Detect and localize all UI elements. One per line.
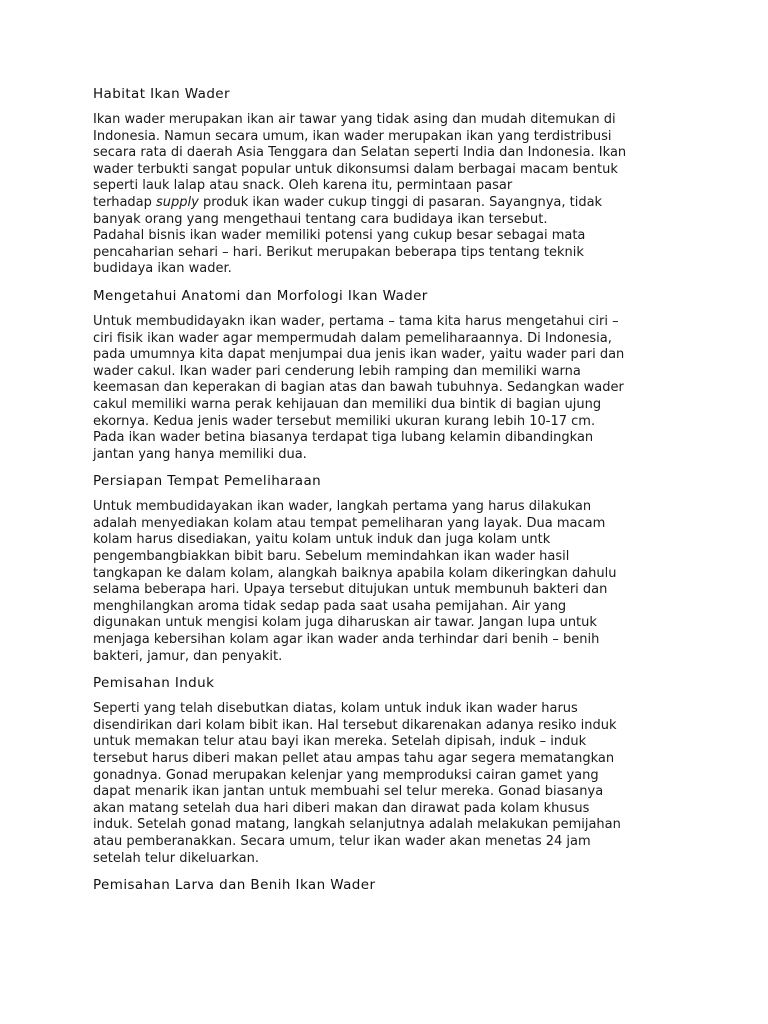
section-heading-anatomi: Mengetahui Anatomi dan Morfologi Ikan Wader [93,287,428,304]
paragraph-habitat-italic-supply: supply [156,194,199,210]
paragraph-habitat [93,112,671,278]
paragraph-anatomi: Untuk membudidayakn ikan wader, pertama – tama kita harus mengetahui ciri – ciri fisik ikan wader agar mempermudah dalam pemeliharaannya. Di Indonesia, pada umumnya kita dapat menjumpai dua jenis ikan wader, yaitu wader pari dan wader cakul. Ikan wader pari cenderung lebih ramping dan memiliki warna keemasan dan keperakan di bagian atas dan bawah tubuhnya. Sedangkan wader cakul memiliki warna perak kehijauan dan memiliki dua bintik di bagian ujung ekornya. Kedua jenis wader tersebut memiliki ukuran kurang lebih 10-17 cm. Pada ikan wader betina biasanya terdapat tiga lubang kelamin dibandingkan jantan yang hanya memiliki dua. [93,313,625,462]
section-heading-habitat: Habitat Ikan Wader [93,86,230,102]
paragraph-persiapan: Untuk membudidayakan ikan wader, langkah pertama yang harus dilakukan adalah menyediakan kolam atau tempat pemeliharan yang layak. Dua macam kolam harus disediakan, yaitu kolam untuk induk dan juga kolam untk pengembangbiakkan bibit baru. Sebelum memindahkan ikan wader hasil tangkapan ke dalam kolam, alangkah baiknya apabila kolam dikeringkan dahulu selama beberapa hari. Upaya tersebut ditujukan untuk membunuh bakteri dan menghilangkan aroma tidak sedap pada saat usaha pemijahan. Air yang digunakan untuk mengisi kolam juga diharuskan air tawar. Jangan lupa untuk menjaga kebersihan kolam agar ikan wader anda terhindar dari benih – benih bakteri, jamur, dan penyakit. [93,499,617,664]
paragraph-habitat-text-1: Ikan wader merupakan ikan air tawar yang tidak asing dan mudah ditemukan di Indonesia. Namun secara umum, ikan wader merupakan ikan yang terdistribusi secara rata di daerah Asia Tenggara dan Selatan seperti India dan Indonesia. Ikan wader terbukti sangat popular untuk dikonsumsi dalam berbagai macam bentuk seperti lauk lalap atau snack. Oleh karena itu, permintaan pasar terhadap [93,112,627,210]
section-heading-persiapan: Persiapan Tempat Pemeliharaan [93,473,322,490]
paragraph-pemisahan-induk: Seperti yang telah disebutkan diatas, kolam untuk induk ikan wader harus disendirikan dari kolam bibit ikan. Hal tersebut dikarenakan adanya resiko induk untuk memakan telur atau bayi ikan mereka. Setelah dipisah, induk – induk tersebut harus diberi makan pellet atau ampas tahu agar segera mematangkan gonadnya. Gonad merupakan kelenjar yang memproduksi cairan gamet yang dapat menarik ikan jantan untuk membuahi sel telur mereka. Gonad biasanya akan matang setelah dua hari diberi makan dan dirawat pada kolam khusus induk. Setelah gonad matang, langkah selanjutnya adalah melakukan pemijahan atau pemberanakkan. Secara umum, telur ikan wader akan menetas 24 jam setelah telur dikeluarkan. [93,701,621,866]
paragraph-habitat-text-2: produk ikan wader cukup tinggi di pasaran. Sayangnya, tidak banyak orang yang mengethaui tentang cara budidaya ikan tersebut. Padahal bisnis ikan wader memiliki potensi yang cukup besar sebagai mata pencaharian sehari – hari. Berikut merupakan beberapa tips tentang teknik budidaya ikan wader. [93,194,603,277]
document-body [93,86,671,903]
section-heading-pemisahan-induk: Pemisahan Induk [93,675,215,692]
section-heading-pemisahan-larva: Pemisahan Larva dan Benih Ikan Wader [93,877,376,894]
